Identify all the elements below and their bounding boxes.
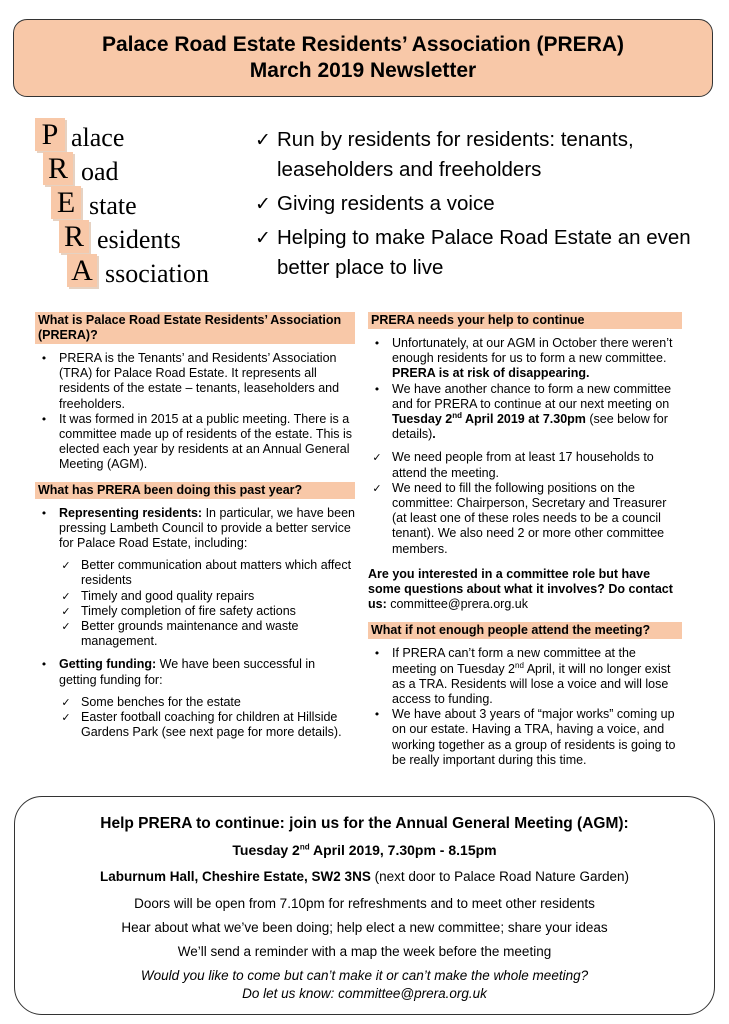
list-item: ✓ Timely and good quality repairs	[59, 589, 355, 604]
intro-bullet-list	[255, 125, 715, 287]
agm-invitation-box	[14, 796, 715, 1015]
list-item: ✓ Easter football coaching for children at Hillside Gardens Park (see next page for more details).	[59, 710, 355, 740]
association-title: Palace Road Estate Residents’ Association (PRERA)	[101, 33, 625, 56]
list-item: ✓ We need to fill the following positions on the committee: Chairperson, Secretary and Treasurer (at least one of these roles needs to be a council tenant). We also need 2 or more other committee members.	[368, 481, 682, 557]
list-item: ✓ We need people from at least 17 households to attend the meeting.	[368, 450, 682, 480]
representing-sublist	[59, 558, 355, 649]
not-enough-list	[368, 646, 682, 768]
check-icon: ✓	[255, 193, 271, 215]
logo-word: esidents	[97, 225, 181, 254]
newsletter-header	[13, 19, 713, 97]
check-icon: ✓	[61, 620, 71, 634]
prera-acronym-logo	[35, 118, 245, 290]
bullet-dot-icon: •	[373, 708, 381, 722]
agm-doors: Doors will be open from 7.10pm for refreshments and to meet other residents	[134, 896, 595, 911]
committee-question: Are you interested in a committee role but have some questions about what it involves? Do contact us: committee@prera.org.uk	[368, 566, 673, 612]
doing-list	[35, 506, 355, 741]
funding-sublist	[59, 695, 355, 741]
agm-contact[interactable]: Do let us know: committee@prera.org.uk	[242, 986, 487, 1001]
intro-bullet: ✓ Giving residents a voice	[255, 189, 715, 219]
what-is-list	[35, 351, 355, 473]
intro-bullet: ✓ Run by residents for residents: tenants, leaseholders and freeholders	[255, 125, 715, 185]
agm-reminder: We’ll send a reminder with a map the week before the meeting	[177, 944, 552, 959]
right-column	[368, 312, 682, 768]
list-item: • PRERA is the Tenants’ and Residents’ Association (TRA) for Palace Road Estate. It represents all residents of the estate – tenants, leaseholders and freeholders.	[35, 351, 355, 412]
check-icon: ✓	[61, 604, 71, 618]
section-heading-doing: What has PRERA been doing this past year?	[35, 482, 355, 499]
check-icon: ✓	[61, 695, 71, 709]
logo-word: oad	[81, 157, 119, 186]
agm-venue: Laburnum Hall, Cheshire Estate, SW2 3NS (next door to Palace Road Nature Garden)	[100, 869, 629, 884]
agm-date: Tuesday 2nd April 2019, 7.30pm - 8.15pm	[232, 842, 497, 858]
check-icon: ✓	[372, 481, 382, 495]
contact-email-link[interactable]: committee@prera.org.uk	[390, 597, 528, 612]
logo-letter: E	[51, 186, 81, 219]
agm-agenda: Hear about what we’ve been doing; help elect a new committee; share your ideas	[121, 920, 608, 935]
list-item: ✓ Better grounds maintenance and waste management.	[59, 619, 355, 649]
list-item: • It was formed in 2015 at a public meeting. There is a committee made up of residents of the estate. This is elected each year by residents at an Annual General Meeting (AGM).	[35, 412, 355, 473]
bullet-dot-icon: •	[373, 382, 381, 396]
help-list	[368, 336, 682, 557]
bullet-dot-icon: •	[373, 647, 381, 661]
check-icon: ✓	[61, 589, 71, 603]
list-item: ✓ Timely completion of fire safety actions	[59, 604, 355, 619]
bullet-dot-icon: •	[40, 352, 48, 365]
newsletter-date: March 2019 Newsletter	[249, 59, 477, 82]
section-heading-not-enough: What if not enough people attend the meeting?	[368, 622, 682, 639]
list-item: ✓ Some benches for the estate	[59, 695, 355, 710]
logo-letter: R	[43, 152, 73, 185]
logo-letter: P	[35, 118, 65, 151]
left-column	[35, 312, 355, 740]
bullet-dot-icon: •	[373, 337, 381, 350]
section-heading-what-is: What is Palace Road Estate Residents’ Association (PRERA)?	[35, 312, 355, 344]
check-icon: ✓	[255, 129, 271, 151]
intro-bullet: ✓ Helping to make Palace Road Estate an even better place to live	[255, 223, 715, 283]
agm-cant-make: Would you like to come but can’t make it or can’t make the whole meeting?	[140, 968, 589, 983]
list-item: • We have another chance to form a new committee and for PRERA to continue at our next meeting on Tuesday 2nd April 2019 at 7.30pm (see below for details).	[368, 382, 682, 443]
list-item: ✓ Better communication about matters which affect residents	[59, 558, 355, 588]
list-item: • Getting funding: We have been successful in getting funding for: ✓ Some benches for the estate ✓ Easter football coaching for children at Hillside Gardens Park (see next page for more details).	[35, 657, 355, 740]
logo-word: alace	[71, 123, 125, 152]
check-icon: ✓	[61, 711, 71, 725]
logo-word: state	[89, 191, 137, 220]
list-item: • We have about 3 years of “major works” coming up on our estate. Having a TRA, having a voice, and working together as a group of residents is going to be really important during this time.	[368, 707, 682, 768]
check-icon: ✓	[255, 227, 271, 249]
section-heading-help: PRERA needs your help to continue	[368, 312, 682, 329]
logo-letter: R	[59, 220, 89, 253]
bullet-dot-icon: •	[40, 506, 48, 520]
list-item: • Representing residents: In particular, we have been pressing Lambeth Council to provide a better service for Palace Road Estate, including: ✓ Better communication about matters which affect residents ✓ Timely and good quality repairs ✓ Timely completion of fire safety actions ✓ Better grounds maintenance and waste management.	[35, 506, 355, 650]
list-item: • Unfortunately, at our AGM in October there weren’t enough residents for us to form a new committee. PRERA is at risk of disappearing.	[368, 336, 682, 382]
logo-word: ssociation	[105, 259, 209, 288]
list-item: • If PRERA can’t form a new committee at the meeting on Tuesday 2nd April, it will no longer exist as a TRA. Residents will lose a voice and will lose access to funding.	[368, 646, 682, 707]
check-icon: ✓	[372, 451, 382, 465]
logo-letter: A	[67, 254, 97, 287]
bullet-dot-icon: •	[40, 412, 48, 426]
agm-title: Help PRERA to continue: join us for the Annual General Meeting (AGM):	[100, 815, 629, 832]
bullet-dot-icon: •	[40, 658, 48, 672]
check-icon: ✓	[61, 559, 71, 573]
